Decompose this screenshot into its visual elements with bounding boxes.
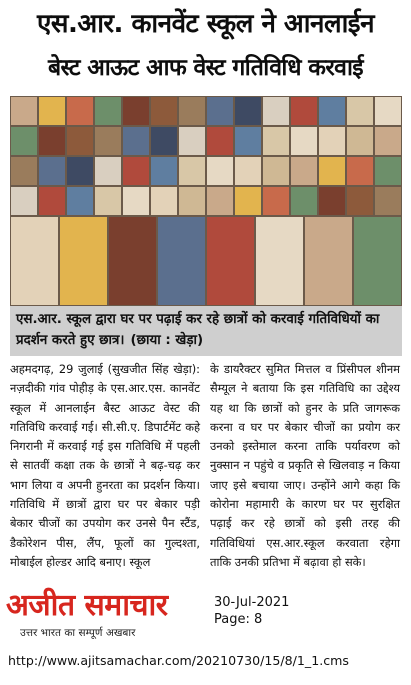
collage-photo-tile — [263, 157, 289, 185]
newspaper-masthead — [6, 588, 206, 648]
collage-photo-tile — [39, 157, 65, 185]
collage-photo-tile — [207, 157, 233, 185]
headline-line-1: एस.आर. कानवेंट स्कूल ने आनलाईन — [36, 9, 374, 39]
collage-photo-tile — [375, 187, 401, 215]
activity-photo-collage — [10, 96, 402, 306]
publication-date: 30-Jul-2021 — [214, 595, 290, 610]
article-column-left: अहमदगढ़, 29 जुलाई (सुखजीत सिंह खेड़ा): नज़दीकी गांव पोहीड़ के एस.आर.एस. कानवेंट स्कूल में आनलाईन बैस्ट आऊट वेस्ट की गतिविधि करवाई गई। सी.सी.ए. डिपार्टमेंट कहे निगरानी में करवाई गई इस गतिविधि में पहली से सातवीं कक्षा तक के छात्रों ने बढ़-चढ़ कर भाग लिया व अपनी हुनरता का प्रदर्शन किया। गतिविधि में छात्रों द्वारा घर पर बेकार पड़ी बेकार चीजों का उपयोग कर उनसे पैन स्टैंड, डैकोरेशन पीस, लैंप, फूलों का गुल्दश्ता, मोबाईल होल्डर आदि बनाए। स्कूल — [10, 362, 200, 569]
collage-photo-tile — [67, 157, 93, 185]
collage-photo-tile — [319, 127, 345, 155]
collage-photo-tile — [11, 157, 37, 185]
collage-photo-tile — [291, 157, 317, 185]
collage-photo-tile — [67, 187, 93, 215]
collage-photo-tile — [319, 157, 345, 185]
collage-photo-large — [60, 217, 107, 305]
collage-photo-tile — [375, 97, 401, 125]
collage-photo-tile — [151, 157, 177, 185]
collage-photo-tile — [263, 187, 289, 215]
collage-photo-tile — [11, 187, 37, 215]
collage-photo-tile — [67, 97, 93, 125]
collage-photo-tile — [291, 187, 317, 215]
source-url[interactable]: http://www.ajitsamachar.com/20210730/15/8/1_1.cms — [8, 653, 349, 668]
collage-photo-large — [305, 217, 352, 305]
masthead-tagline: उत्तर भारत का सम्पूर्ण अखबार — [20, 627, 136, 639]
collage-photo-tile — [347, 97, 373, 125]
collage-photo-tile — [235, 97, 261, 125]
collage-photo-tile — [151, 187, 177, 215]
collage-photo-tile — [347, 157, 373, 185]
collage-photo-tile — [123, 127, 149, 155]
collage-photo-tile — [95, 97, 121, 125]
collage-photo-tile — [151, 127, 177, 155]
collage-photo-tile — [95, 157, 121, 185]
collage-photo-tile — [347, 127, 373, 155]
collage-photo-tile — [123, 187, 149, 215]
collage-photo-tile — [39, 127, 65, 155]
collage-photo-tile — [263, 97, 289, 125]
collage-photo-tile — [95, 127, 121, 155]
collage-photo-tile — [263, 127, 289, 155]
collage-photo-tile — [319, 97, 345, 125]
collage-photo-tile — [291, 127, 317, 155]
collage-photo-tile — [347, 187, 373, 215]
collage-photo-tile — [39, 187, 65, 215]
collage-photo-tile — [179, 97, 205, 125]
collage-photo-tile — [235, 127, 261, 155]
collage-photo-large — [11, 217, 58, 305]
page-number: Page: 8 — [214, 612, 263, 627]
collage-photo-tile — [179, 127, 205, 155]
headline-line-2: बेस्ट आऊट आफ वेस्ट गतिविधि करवाई — [48, 55, 363, 81]
collage-photo-large — [354, 217, 401, 305]
collage-photo-tile — [95, 187, 121, 215]
article-body — [10, 360, 402, 580]
collage-photo-tile — [375, 157, 401, 185]
collage-photo-large — [256, 217, 303, 305]
article-column-right: के डायरैक्टर सुमित मित्तल व प्रिंसीपल शीनम सैम्यूल ने बताया कि इस गतिविधि का उद्देश्य यह था कि छात्रों को हुनर के प्रति जागरूक करना व घर पर बेकार चीजों का प्रयोग कर उनको इस्तेमाल करना ताकि पर्यावरण को नुक्सान न पहुंचे व प्रकृति से खिलवाड़ न किया जाए इसे बचाया जाए। उन्होंने आगे कहा कि कोरोना महामारी के कारण घर पर सुरक्षित पढ़ाई कर रहे छात्रों को इसी तरह की गतिविधियां एस.आर.स्कूल करवाता रहेगा ताकि उनकी प्रतिभा में बढ़ावा हो सके। — [210, 362, 400, 569]
collage-photo-tile — [11, 97, 37, 125]
collage-photo-tile — [151, 97, 177, 125]
collage-photo-tile — [319, 187, 345, 215]
collage-photo-tile — [291, 97, 317, 125]
collage-photo-tile — [123, 97, 149, 125]
collage-photo-tile — [207, 127, 233, 155]
collage-photo-tile — [235, 187, 261, 215]
collage-photo-tile — [207, 97, 233, 125]
masthead-logo: अजीत समाचार — [6, 588, 168, 623]
collage-photo-tile — [123, 157, 149, 185]
photo-credit: (छाया : खेड़ा) — [130, 333, 204, 348]
collage-photo-tile — [235, 157, 261, 185]
collage-photo-large — [158, 217, 205, 305]
collage-photo-tile — [11, 127, 37, 155]
collage-photo-tile — [375, 127, 401, 155]
collage-photo-large — [207, 217, 254, 305]
caption-text: एस.आर. स्कूल द्वारा घर पर पढ़ाई कर रहे छात्रों को करवाई गतिविधियों का प्रदर्शन करते हुए छात्र। — [16, 312, 380, 348]
collage-photo-large — [109, 217, 156, 305]
photo-caption — [10, 306, 402, 356]
headline — [4, 2, 407, 94]
collage-photo-tile — [207, 187, 233, 215]
collage-photo-tile — [179, 157, 205, 185]
collage-photo-tile — [179, 187, 205, 215]
collage-photo-tile — [67, 127, 93, 155]
publication-meta — [214, 594, 394, 628]
collage-photo-tile — [39, 97, 65, 125]
